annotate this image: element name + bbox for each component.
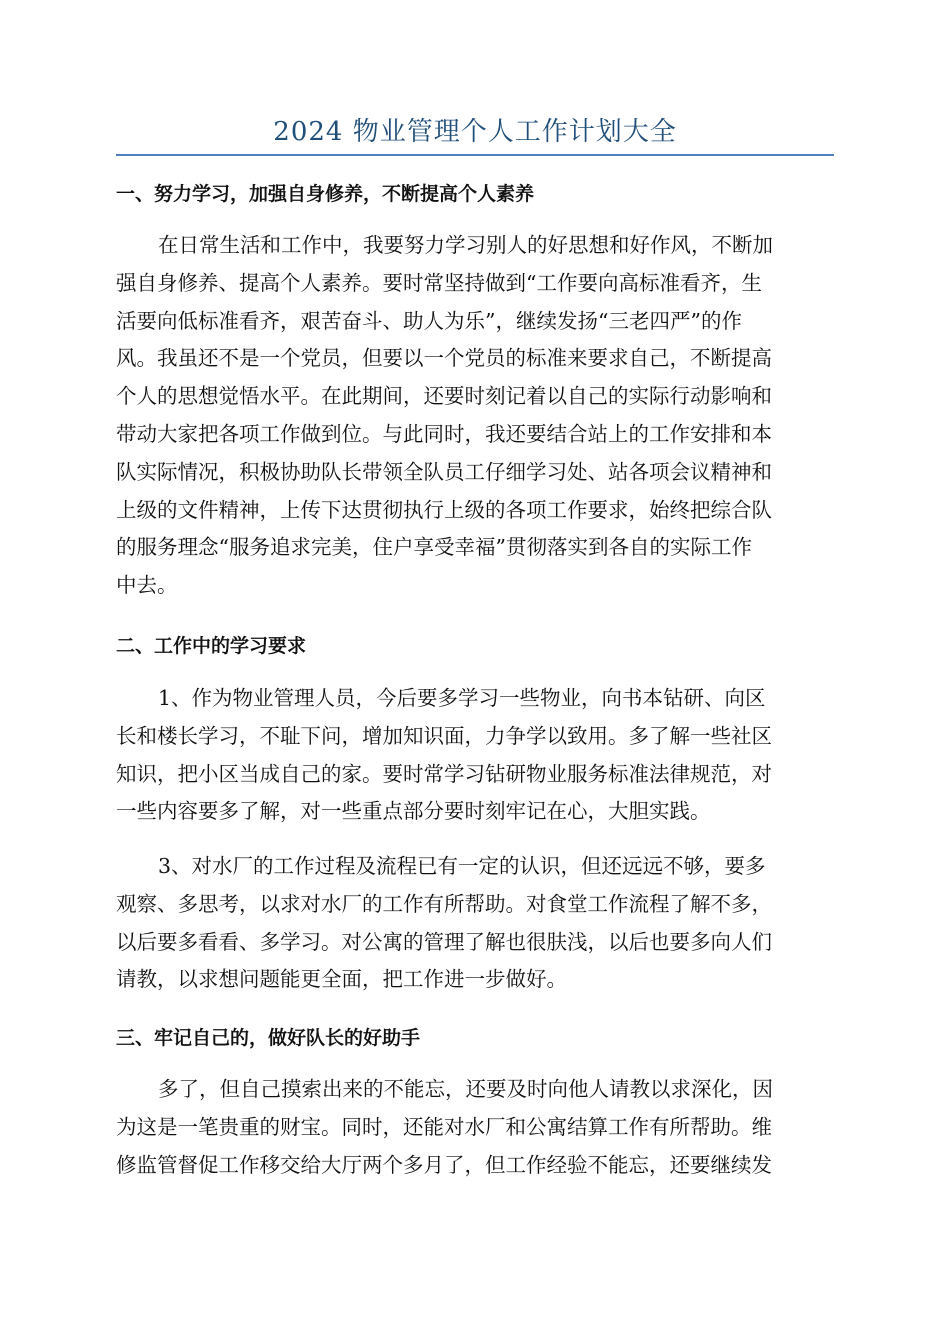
paragraph-line: 请教，以求想问题能更全面，把工作进一步做好。 xyxy=(116,967,567,992)
paragraph-line: 观察、多思考，以求对水厂的工作有所帮助。对食堂工作流程了解不多， xyxy=(116,891,772,916)
section-3-paragraph-1 xyxy=(116,1071,838,1184)
paragraph-line: 1、作为物业管理人员，今后要多学习一些物业，向书本钻研、向区 xyxy=(158,686,766,710)
section-1-paragraph-1 xyxy=(116,227,838,605)
paragraph-line: 3、对水厂的工作过程及流程已有一定的认识，但还远远不够，要多 xyxy=(158,854,766,878)
section-heading-1: 一、努力学习，加强自身修养，不断提高个人素养 xyxy=(116,183,535,205)
document-title: 2024 物业管理个人工作计划大全 xyxy=(273,117,677,147)
title-underline xyxy=(116,154,834,156)
section-2-paragraph-1 xyxy=(116,680,838,831)
section-heading-2: 二、工作中的学习要求 xyxy=(116,635,307,657)
paragraph-line: 的服务理念“服务追求完美，住户享受幸福”贯彻落实到各自的实际工作 xyxy=(116,535,752,560)
paragraph-line: 中去。 xyxy=(116,573,178,598)
paragraph-line: 在日常生活和工作中，我要努力学习别人的好思想和好作风，不断加 xyxy=(158,233,773,257)
section-heading-3: 三、牢记自己的，做好队长的好助手 xyxy=(116,1027,421,1049)
paragraph-line: 带动大家把各项工作做到位。与此同时，我还要结合站上的工作安排和本 xyxy=(116,421,772,446)
paragraph-line: 长和楼长学习，不耻下问，增加知识面，力争学以致用。多了解一些社区 xyxy=(116,723,772,748)
paragraph-line: 修监管督促工作移交给大厅两个多月了，但工作经验不能忘，还要继续发 xyxy=(116,1152,772,1177)
paragraph-line: 活要向低标准看齐，艰苦奋斗、助人为乐”，继续发扬“三老四严”的作 xyxy=(116,308,742,333)
paragraph-line: 上级的文件精神，上传下达贯彻执行上级的各项工作要求，始终把综合队 xyxy=(116,497,772,522)
paragraph-line: 多了，但自己摸索出来的不能忘，还要及时向他人请教以求深化，因 xyxy=(158,1077,773,1101)
paragraph-line: 风。我虽还不是一个党员，但要以一个党员的标准来要求自己，不断提高 xyxy=(116,346,772,371)
paragraph-line: 知识，把小区当成自己的家。要时常学习钻研物业服务标准法律规范，对 xyxy=(116,761,772,786)
paragraph-line: 队实际情况，积极协助队长带领全队员工仔细学习处、站各项会议精神和 xyxy=(116,459,772,484)
section-2-paragraph-2 xyxy=(116,848,838,999)
paragraph-line: 强自身修养、提高个人素养。要时常坚持做到“工作要向高标准看齐，生 xyxy=(116,270,762,295)
paragraph-line: 一些内容要多了解，对一些重点部分要时刻牢记在心，大胆实践。 xyxy=(116,799,711,824)
paragraph-line: 为这是一笔贵重的财宝。同时，还能对水厂和公寓结算工作有所帮助。维 xyxy=(116,1114,772,1139)
paragraph-line: 以后要多看看、多学习。对公寓的管理了解也很肤浅，以后也要多向人们 xyxy=(116,929,772,954)
paragraph-line: 个人的思想觉悟水平。在此期间，还要时刻记着以自己的实际行动影响和 xyxy=(116,384,772,409)
